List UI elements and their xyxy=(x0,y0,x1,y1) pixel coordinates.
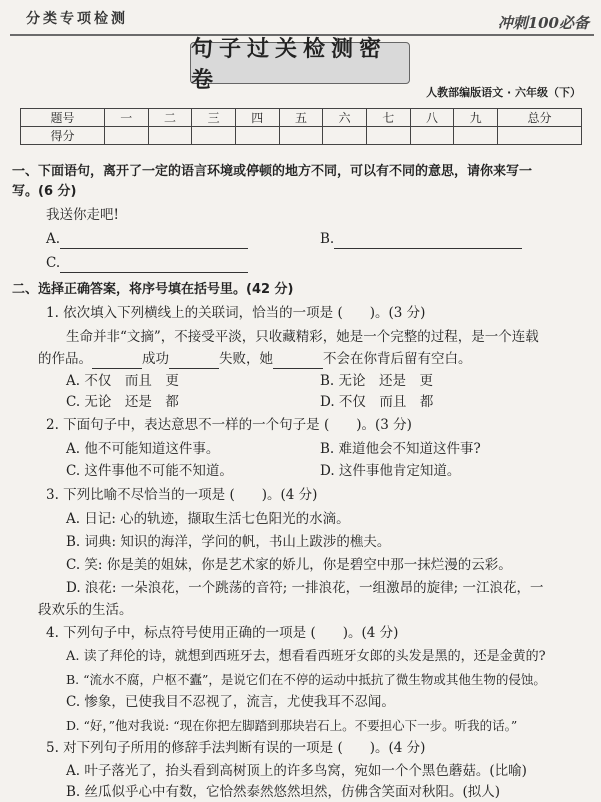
score-cell: 八 xyxy=(410,109,454,127)
q4-option-b[interactable]: B. “流水不腐，户枢不蠹”，是说它们在不停的运动中抵抗了微生物或其他生物的侵蚀。 xyxy=(66,672,546,687)
q4-stem: 4. 下列句子中，标点符号使用正确的一项是 ( )。(4 分) xyxy=(46,625,399,641)
q1-stem: 1. 依次填入下列横线上的关联词，恰当的一项是 ( )。(3 分) xyxy=(46,305,426,321)
option-label: C. xyxy=(46,255,61,271)
q1-text-part: 失败，她 xyxy=(219,351,273,367)
q5-stem: 5. 对下列句子所用的修辞手法判断有误的一项是 ( )。(4 分) xyxy=(46,740,426,756)
score-field[interactable] xyxy=(279,127,323,145)
q2-option-d[interactable]: D. 这件事他肯定知道。 xyxy=(320,463,461,479)
q1-text-part: 成功 xyxy=(142,351,169,367)
part1-sentence: 我送你走吧! xyxy=(46,207,119,223)
q3-option-a[interactable]: A. 日记: 心的轨迹，撷取生活七色阳光的水滴。 xyxy=(66,511,350,527)
score-field[interactable] xyxy=(235,127,279,145)
q5-option-a[interactable]: A. 叶子落光了，抬头看到高树顶上的许多鸟窝，宛如一个个黑色蘑菇。(比喻) xyxy=(66,763,527,779)
q1-option-b[interactable]: B. 无论 还是 更 xyxy=(320,373,434,389)
part1-option-a xyxy=(46,230,248,249)
score-cell: 三 xyxy=(192,109,236,127)
q1-blank-1[interactable] xyxy=(92,354,142,369)
q3-option-c[interactable]: C. 笑: 你是美的姐妹，你是艺术家的娇儿，你是碧空中那一抹烂漫的云彩。 xyxy=(66,557,512,573)
q2-option-b[interactable]: B. 难道他会不知道这件事? xyxy=(320,441,481,457)
q2-option-a[interactable]: A. 他不可能知道这件事。 xyxy=(66,441,220,457)
score-cell: 七 xyxy=(366,109,410,127)
answer-blank-a[interactable] xyxy=(60,234,248,249)
part1-option-b xyxy=(320,230,522,249)
q2-option-c[interactable]: C. 这件事他不可能不知道。 xyxy=(66,463,233,479)
score-row-label: 得分 xyxy=(21,127,105,145)
section-tag: 分类专项检测 xyxy=(26,11,128,27)
q1-option-a[interactable]: A. 不仅 而且 更 xyxy=(66,373,179,389)
score-cell: 一 xyxy=(104,109,148,127)
score-cell: 九 xyxy=(454,109,498,127)
score-field[interactable] xyxy=(148,127,192,145)
option-label: A. xyxy=(46,231,61,247)
score-cell: 六 xyxy=(323,109,367,127)
score-field[interactable] xyxy=(497,127,581,145)
q1-text: 生命并非“文摘”，不接受平淡，只收藏精彩，她是一个完整的过程，是一个连载 xyxy=(66,329,539,345)
q1-option-d[interactable]: D. 不仅 而且 都 xyxy=(320,394,434,410)
q1-blank-3[interactable] xyxy=(273,354,323,369)
edition-label: 人教部编版语文 · 六年级（下） xyxy=(426,86,581,99)
score-table xyxy=(20,108,582,145)
q2-stem: 2. 下面句子中，表达意思不一样的一个句子是 ( )。(3 分) xyxy=(46,417,412,433)
score-input-row xyxy=(21,127,582,145)
q1-text-part: 不会在你背后留有空白。 xyxy=(323,351,472,367)
score-cell: 四 xyxy=(235,109,279,127)
score-cell: 五 xyxy=(279,109,323,127)
part2-heading: 二、选择正确答案，将序号填在括号里。(42 分) xyxy=(12,282,294,297)
q1-text-part: 的作品。 xyxy=(38,351,92,367)
q3-option-b[interactable]: B. 词典: 知识的海洋，学问的帆，书山上跋涉的樵夫。 xyxy=(66,534,391,550)
score-field[interactable] xyxy=(323,127,367,145)
score-cell: 题号 xyxy=(21,109,105,127)
q3-option-d[interactable]: D. 浪花: 一朵浪花，一个跳荡的音符; 一排浪花，一组激昂的旋律; 一江浪花，一 xyxy=(66,580,544,596)
q5-option-b[interactable]: B. 丝瓜似乎心中有数，它恰然泰然悠然坦然，仿佛含笑面对秋阳。(拟人) xyxy=(66,784,501,800)
score-field[interactable] xyxy=(104,127,148,145)
q3-option-d-cont: 段欢乐的生活。 xyxy=(38,602,133,618)
q4-option-d[interactable]: D. “好，”他对我说: “现在你把左脚踏到那块岩石上。不要担心下一步。听我的话。” xyxy=(66,718,518,733)
option-label: B. xyxy=(320,231,335,247)
brand-logo-text: 冲刺100必备 xyxy=(497,14,589,32)
score-field[interactable] xyxy=(192,127,236,145)
q1-text-cont xyxy=(38,350,472,369)
score-header-row xyxy=(21,109,582,127)
q4-option-a[interactable]: A. 读了拜伦的诗，就想到西班牙去，想看看西班牙女郎的头发是黑的，还是金黄的? xyxy=(66,649,546,664)
answer-blank-b[interactable] xyxy=(334,234,522,249)
q1-blank-2[interactable] xyxy=(169,354,219,369)
score-field[interactable] xyxy=(366,127,410,145)
score-field[interactable] xyxy=(454,127,498,145)
part1-option-c xyxy=(46,254,248,273)
part1-heading-cont: 写。(6 分) xyxy=(12,184,77,199)
q1-option-c[interactable]: C. 无论 还是 都 xyxy=(66,394,179,410)
q3-stem: 3. 下列比喻不尽恰当的一项是 ( )。(4 分) xyxy=(46,487,318,503)
q4-option-c[interactable]: C. 惨象，已使我目不忍视了，流言，尤使我耳不忍闻。 xyxy=(66,694,395,710)
answer-blank-c[interactable] xyxy=(60,258,248,273)
part1-heading: 一、下面语句，离开了一定的语言环境或停顿的地方不同，可以有不同的意思，请你来写一 xyxy=(12,164,533,179)
score-field[interactable] xyxy=(410,127,454,145)
score-cell: 总分 xyxy=(497,109,581,127)
page-title: 句子过关检测密卷 xyxy=(190,42,410,84)
score-cell: 二 xyxy=(148,109,192,127)
